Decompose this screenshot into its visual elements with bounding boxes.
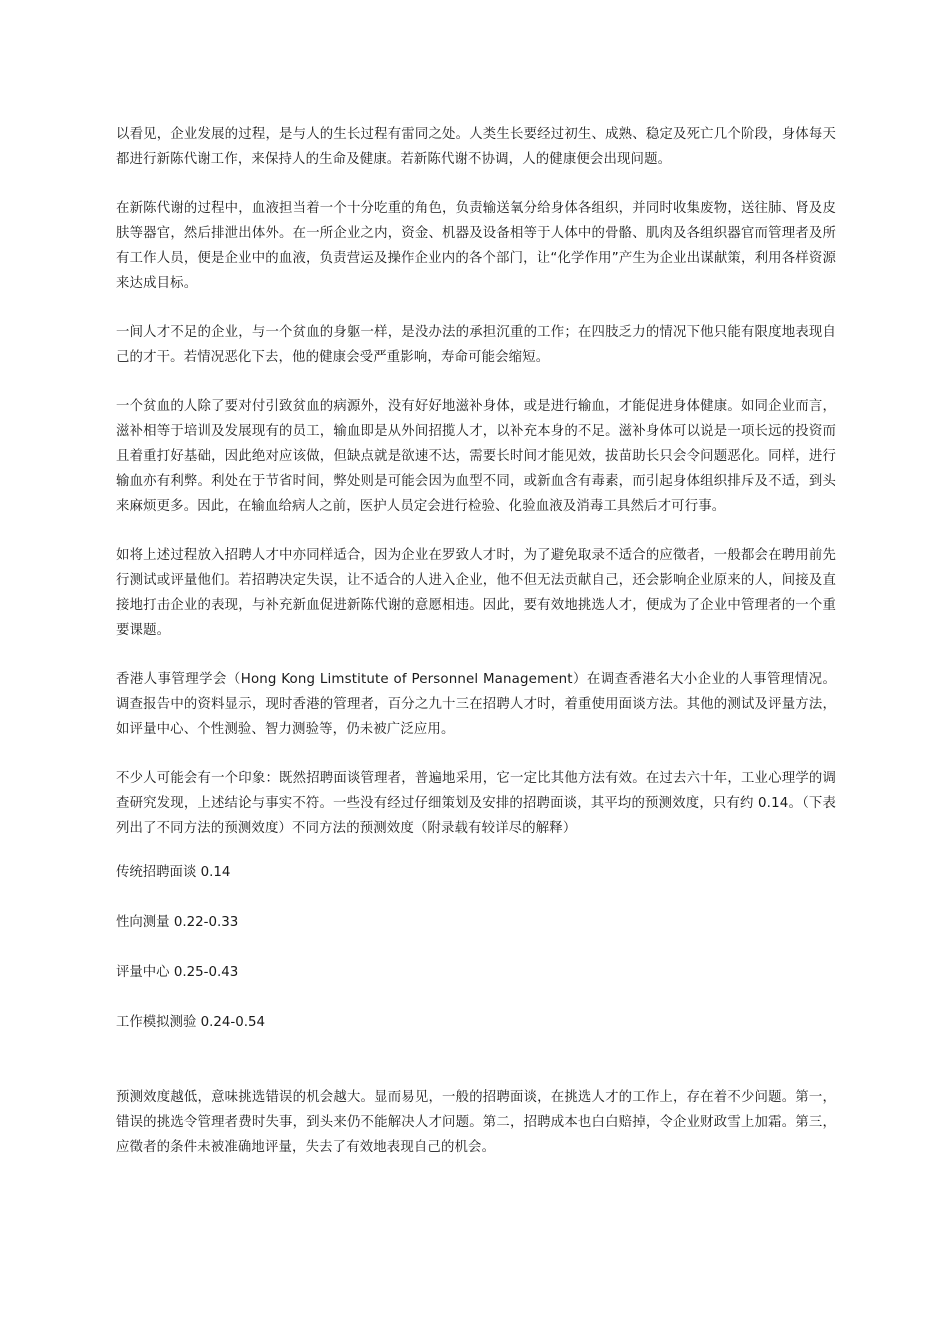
list-item: 性向测量 0.22-0.33 xyxy=(116,915,239,930)
list-item: 传统招聘面谈 0.14 xyxy=(116,865,231,880)
paragraph-conclusion: 预测效度越低，意味挑选错误的机会越大。显而易见，一般的招聘面谈，在挑选人才的工作上，存在着不少问题。第一，错误的挑选令管理者费时失事，到头来仍不能解决人才问题。第二，招聘成本也白白赔掉，令企业财政雪上加霜。第三，应徵者的条件未被准确地评量，失去了有效地表现自己的机会。 xyxy=(116,1090,836,1155)
paragraph-anemic-enterprise: 一间人才不足的企业，与一个贫血的身躯一样，是没办法的承担沉重的工作；在四肢乏力的情况下他只能有限度地表现自己的才干。若情况恶化下去，他的健康会受严重影响，寿命可能会缩短。 xyxy=(116,325,836,365)
paragraph-validity-intro: 不少人可能会有一个印象：既然招聘面谈管理者，普遍地采用，它一定比其他方法有效。在过去六十年，工业心理学的调查研究发现，上述结论与事实不符。一些没有经过仔细策划及安排的招聘面谈，其平均的预测效度，只有约 0.14。（下表列出了不同方法的预测效度）不同方法的预测效度（附录载有较详尽的解释） xyxy=(116,771,836,836)
validity-method-list xyxy=(116,860,836,1035)
paragraph-nourish-transfuse: 一个贫血的人除了要对付引致贫血的病源外，没有好好地滋补身体，或是进行输血，才能促进身体健康。如同企业而言，滋补相等于培训及发展现有的员工，输血即是从外间招揽人才，以补充本身的不足。滋补身体可以说是一项长远的投资而且着重打好基础，因此绝对应该做，但缺点就是欲速不达，需要长时间才能见效，拔苗助长只会令问题恶化。同样，进行输血亦有利弊。利处在于节省时间，弊处则是可能会因为血型不同，或新血含有毒素，而引起身体组织排斥及不适，到头来麻烦更多。因此，在输血给病人之前，医护人员定会进行检验、化验血液及消毒工具然后才可行事。 xyxy=(116,399,836,514)
list-item: 工作模拟测验 0.24-0.54 xyxy=(116,1015,266,1030)
paragraph-hk-survey: 香港人事管理学会（Hong Kong Limstitute of Personnel Management）在调查香港名大小企业的人事管理情况。调查报告中的资料显示，现时香港的管理者，百分之九十三在招聘人才时，着重使用面谈方法。其他的测试及评量方法，如评量中心、个性测验、智力测验等，仍未被广泛应用。 xyxy=(116,672,836,737)
list-item: 评量中心 0.25-0.43 xyxy=(116,965,239,980)
paragraph-recruitment-analogy: 如将上述过程放入招聘人才中亦同样适合，因为企业在罗致人才时，为了避免取录不适合的应徵者，一般都会在聘用前先行测试或评量他们。若招聘决定失误，让不适合的人进入企业，他不但无法贡献自己，还会影响企业原来的人，间接及直接地打击企业的表现，与补充新血促进新陈代谢的意愿相违。因此，要有效地挑选人才，便成为了企业中管理者的一个重要课题。 xyxy=(116,548,836,638)
paragraph-metabolism-intro: 以看见，企业发展的过程，是与人的生长过程有雷同之处。人类生长要经过初生、成熟、稳定及死亡几个阶段，身体每天都进行新陈代谢工作，来保持人的生命及健康。若新陈代谢不协调，人的健康便会出现问题。 xyxy=(116,127,836,167)
paragraph-blood-role: 在新陈代谢的过程中，血液担当着一个十分吃重的角色，负责输送氧分给身体各组织，并同时收集废物，送往肺、肾及皮肤等器官，然后排泄出体外。在一所企业之内，资金、机器及设备相等于人体中的骨骼、肌肉及各组织器官而管理者及所有工作人员，便是企业中的血液，负责营运及操作企业内的各个部门，让“化学作用”产生为企业出谋献策，利用各样资源来达成目标。 xyxy=(116,201,836,291)
document-page xyxy=(116,122,836,1160)
